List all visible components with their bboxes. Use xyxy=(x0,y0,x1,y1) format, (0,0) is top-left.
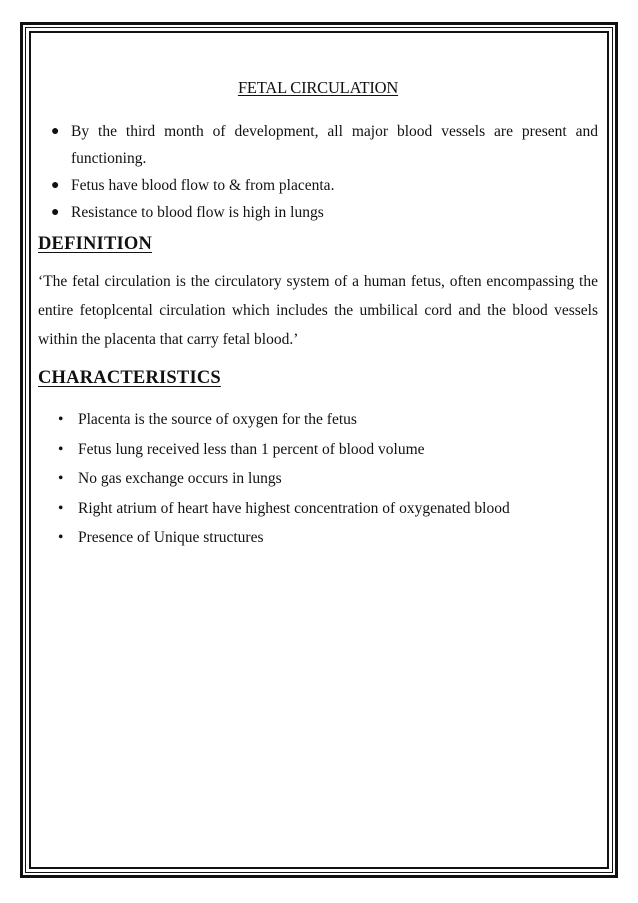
characteristic-text: Fetus lung received less than 1 percent of blood volume xyxy=(78,440,425,458)
characteristic-item xyxy=(38,405,598,435)
intro-point xyxy=(38,118,598,172)
dot-bullet-icon: ● xyxy=(51,205,60,220)
small-bullet-icon: • xyxy=(58,529,64,546)
characteristic-item xyxy=(38,523,598,553)
intro-point-text: By the third month of development, all major blood vessels are present and functioning. xyxy=(71,123,598,167)
definition-text: ‘The fetal circulation is the circulatory system of a human fetus, often encompassing the entire fetoplcental circulation which includes the umbilical cord and the blood vessels within the placenta that carry fetal blood.’ xyxy=(38,273,598,348)
characteristic-text: Right atrium of heart have highest concentration of oxygenated blood xyxy=(78,499,510,517)
characteristic-item xyxy=(38,464,598,494)
small-bullet-icon: • xyxy=(58,411,64,428)
characteristics-list xyxy=(38,405,598,553)
intro-point xyxy=(38,172,598,199)
document-title: FETAL CIRCULATION xyxy=(237,78,399,97)
definition-heading: DEFINITION xyxy=(38,234,153,254)
intro-point-text: Resistance to blood flow is high in lungs xyxy=(71,204,324,221)
characteristic-text: Presence of Unique structures xyxy=(78,529,264,546)
characteristic-item xyxy=(38,435,598,465)
characteristic-text: Placenta is the source of oxygen for the fetus xyxy=(78,411,357,428)
dot-bullet-icon: ● xyxy=(51,178,60,193)
page-content xyxy=(38,78,598,553)
small-bullet-icon: • xyxy=(58,470,64,487)
small-bullet-icon: • xyxy=(58,440,64,458)
small-bullet-icon: • xyxy=(58,499,64,517)
intro-point-text: Fetus have blood flow to & from placenta. xyxy=(71,177,335,194)
dot-bullet-icon: ● xyxy=(51,124,60,139)
characteristic-text: No gas exchange occurs in lungs xyxy=(78,470,282,487)
characteristic-item xyxy=(38,494,598,524)
characteristics-heading: CHARACTERISTICS xyxy=(38,368,221,388)
intro-bullet-list xyxy=(38,118,598,226)
intro-point xyxy=(38,199,598,226)
